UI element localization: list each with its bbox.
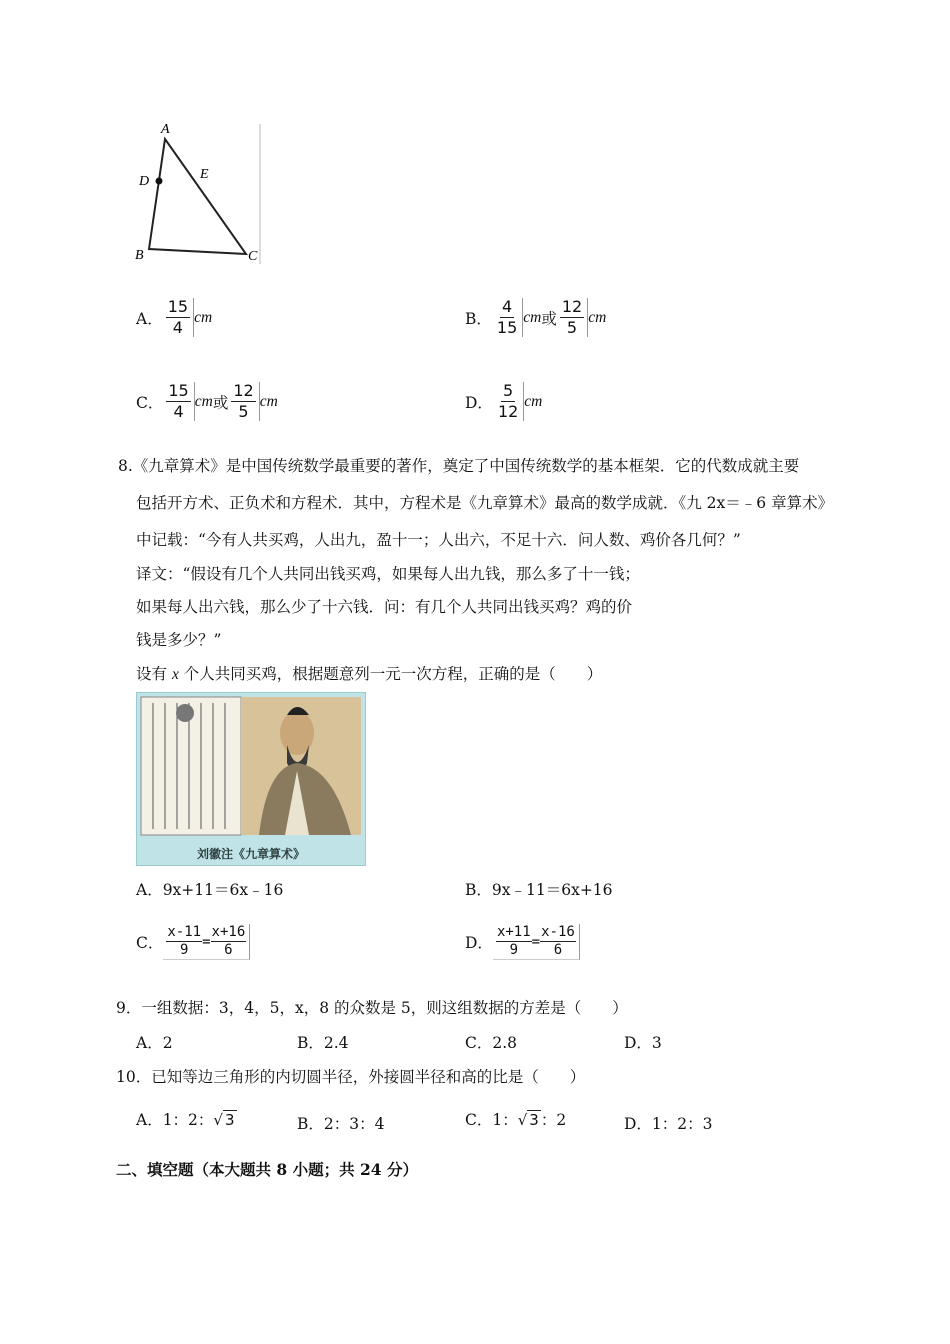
label-C: C	[248, 249, 258, 264]
fraction: $\frac{15}{4}$	[163, 382, 194, 421]
section-2-heading: 二、填空题（本大题共 8 小题；共 24 分）	[116, 1160, 418, 1179]
q8-option-a[interactable]: A．9x+11＝6x﹣16	[136, 881, 284, 899]
q10-option-a[interactable]: A．1：2： √ 3	[136, 1110, 235, 1129]
q7-option-a[interactable]: A． $\frac{15}{4}$ cm	[136, 297, 213, 337]
q10-option-c[interactable]: C．1： √ 3 ：2	[465, 1110, 567, 1129]
q7-option-b[interactable]: B． $\frac{4}{15}$ cm 或 $\frac{12}{5}$ cm	[465, 297, 607, 337]
fraction: $\frac{12}{5}$	[557, 298, 588, 337]
ancient-book-and-portrait-image	[137, 693, 365, 843]
q9-stem: 9．一组数据：3，4，5，x，8 的众数是 5，则这组数据的方差是（ ）	[116, 999, 628, 1017]
fraction: $\frac{4}{15}$	[492, 298, 523, 337]
q8-line-6: 钱是多少？”	[136, 631, 222, 649]
q9-option-b[interactable]: B．2.4	[297, 1034, 349, 1052]
q8-option-d[interactable]: D． $\frac{x+11}{9}$ = $\frac{x-16}{6}$	[465, 924, 580, 960]
fraction-equation: $\frac{x-11}{9}$ = $\frac{x+16}{6}$	[163, 924, 250, 960]
q8-line-1: 8.《九章算术》是中国传统数学最重要的著作，奠定了中国传统数学的基本框架．它的代数成就主要	[118, 457, 800, 475]
square-root: √ 3	[517, 1110, 539, 1129]
label-D: D	[139, 174, 150, 189]
image-caption: 刘徽注《九章算术》	[196, 847, 305, 861]
fraction: $\frac{12}{5}$	[228, 382, 259, 421]
liu-hui-illustration	[136, 692, 366, 866]
q8-line-2: 包括开方术、正负术和方程术．其中，方程术是《九章算术》最高的数学成就．《九 2x＝﹣6 章算术》	[136, 494, 834, 512]
q8-line-7: 设有 x 个人共同买鸡，根据题意列一元一次方程，正确的是（ ）	[136, 665, 603, 683]
q8-line-5: 如果每人出六钱，那么少了十六钱．问：有几个人共同出钱买鸡？鸡的价	[136, 598, 633, 616]
q7-option-d[interactable]: D． $\frac{5}{12}$ cm	[465, 381, 543, 421]
q7-option-c[interactable]: C． $\frac{15}{4}$ cm 或 $\frac{12}{5}$ cm	[136, 381, 278, 421]
q8-option-c[interactable]: C． $\frac{x-11}{9}$ = $\frac{x+16}{6}$	[136, 924, 250, 960]
triangle-figure	[130, 118, 270, 268]
q9-option-a[interactable]: A．2	[136, 1034, 173, 1052]
label-A: A	[161, 122, 170, 137]
square-root: √ 3	[213, 1110, 235, 1129]
fraction: $\frac{15}{4}$	[163, 298, 194, 337]
q10-option-d[interactable]: D．1：2：3	[624, 1115, 713, 1133]
label-E: E	[200, 167, 209, 182]
fraction-equation: $\frac{x+11}{9}$ = $\frac{x-16}{6}$	[493, 924, 580, 960]
fraction: $\frac{5}{12}$	[493, 382, 524, 421]
q10-stem: 10．已知等边三角形的内切圆半径，外接圆半径和高的比是（ ）	[116, 1068, 586, 1086]
q10-option-b[interactable]: B．2：3：4	[297, 1115, 385, 1133]
q8-line-4: 译文：“假设有几个人共同出钱买鸡，如果每人出九钱，那么多了十一钱；	[136, 565, 640, 583]
q8-line-3: 中记载：“今有人共买鸡，人出九，盈十一；人出六，不足十六．问人数、鸡价各几何？”	[136, 531, 741, 549]
q8-option-b[interactable]: B．9x﹣11＝6x+16	[465, 881, 613, 899]
label-B: B	[135, 248, 144, 263]
q9-option-c[interactable]: C．2.8	[465, 1034, 518, 1052]
q9-option-d[interactable]: D．3	[624, 1034, 662, 1052]
